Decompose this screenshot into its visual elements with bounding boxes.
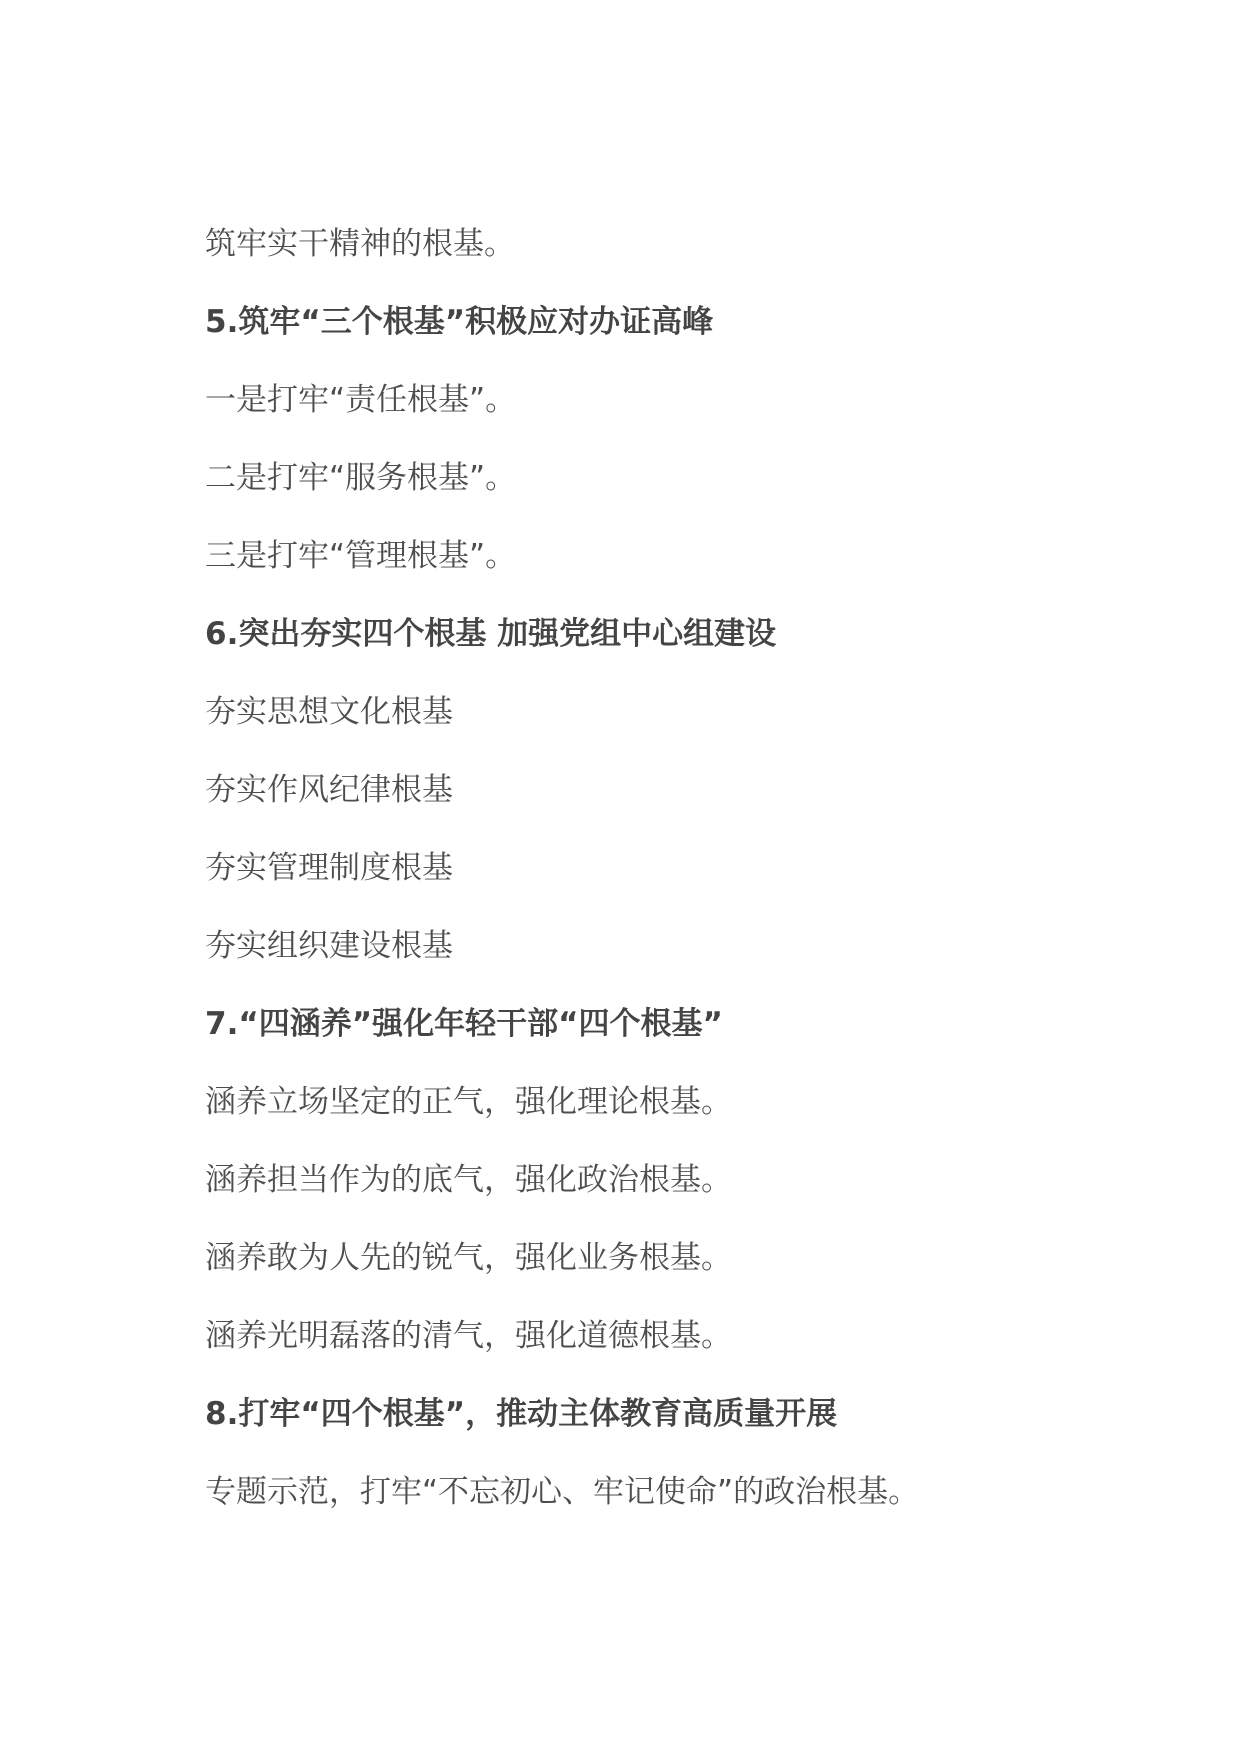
body-line: 一是打牢“责任根基”。 bbox=[205, 382, 517, 418]
section-heading: 7.“四涵养”强化年轻干部“四个根基” bbox=[205, 1006, 723, 1042]
body-line: 涵养敢为人先的锐气，强化业务根基。 bbox=[205, 1240, 732, 1276]
body-line: 夯实作风纪律根基 bbox=[205, 772, 453, 808]
body-line: 涵养光明磊落的清气，强化道德根基。 bbox=[205, 1318, 732, 1354]
section-heading: 8.打牢“四个根基”，推动主体教育高质量开展 bbox=[205, 1396, 838, 1432]
body-line: 二是打牢“服务根基”。 bbox=[205, 460, 517, 496]
body-line: 涵养立场坚定的正气，强化理论根基。 bbox=[205, 1084, 732, 1120]
body-line: 专题示范，打牢“不忘初心、牢记使命”的政治根基。 bbox=[205, 1474, 920, 1510]
section-heading: 5.筑牢“三个根基”积极应对办证高峰 bbox=[205, 304, 714, 340]
body-line: 三是打牢“管理根基”。 bbox=[205, 538, 517, 574]
section-heading: 6.突出夯实四个根基 加强党组中心组建设 bbox=[205, 616, 777, 652]
body-line: 涵养担当作为的底气，强化政治根基。 bbox=[205, 1162, 732, 1198]
body-line: 夯实组织建设根基 bbox=[205, 928, 453, 964]
body-line: 筑牢实干精神的根基。 bbox=[205, 226, 515, 262]
body-line: 夯实思想文化根基 bbox=[205, 694, 453, 730]
body-line: 夯实管理制度根基 bbox=[205, 850, 453, 886]
